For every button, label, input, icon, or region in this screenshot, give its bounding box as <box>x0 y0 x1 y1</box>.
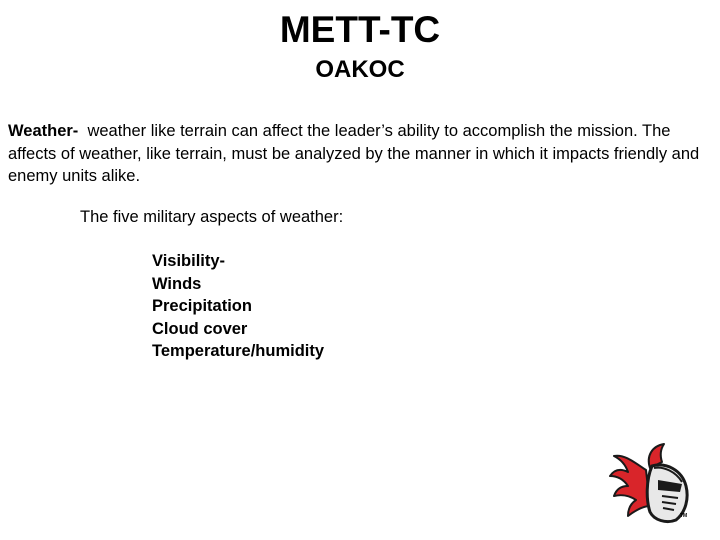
aspect-item-temperature-humidity: Temperature/humidity <box>152 342 325 360</box>
weather-aspects-list <box>152 250 324 363</box>
trademark-mark: TM <box>680 513 688 519</box>
aspects-intro: The five military aspects of weather: <box>80 208 344 226</box>
knight-helmet-icon <box>606 440 696 524</box>
aspect-item-cloud-cover: Cloud cover <box>152 319 248 338</box>
weather-lead: Weather- <box>8 122 79 140</box>
weather-description: weather like terrain can affect the leader’s ability to accomplish the mission. The affects of weather, like terrain, must be analyzed by the manner in which it impacts friendly and enemy units alike. <box>8 122 700 185</box>
slide-subtitle: OAKOC <box>315 56 405 83</box>
aspect-item-visibility: Visibility- <box>152 252 226 270</box>
aspect-item-precipitation: Precipitation <box>152 297 252 315</box>
weather-paragraph <box>8 120 716 188</box>
aspect-item-winds: Winds <box>152 274 202 293</box>
slide-title: METT-TC <box>279 9 441 50</box>
